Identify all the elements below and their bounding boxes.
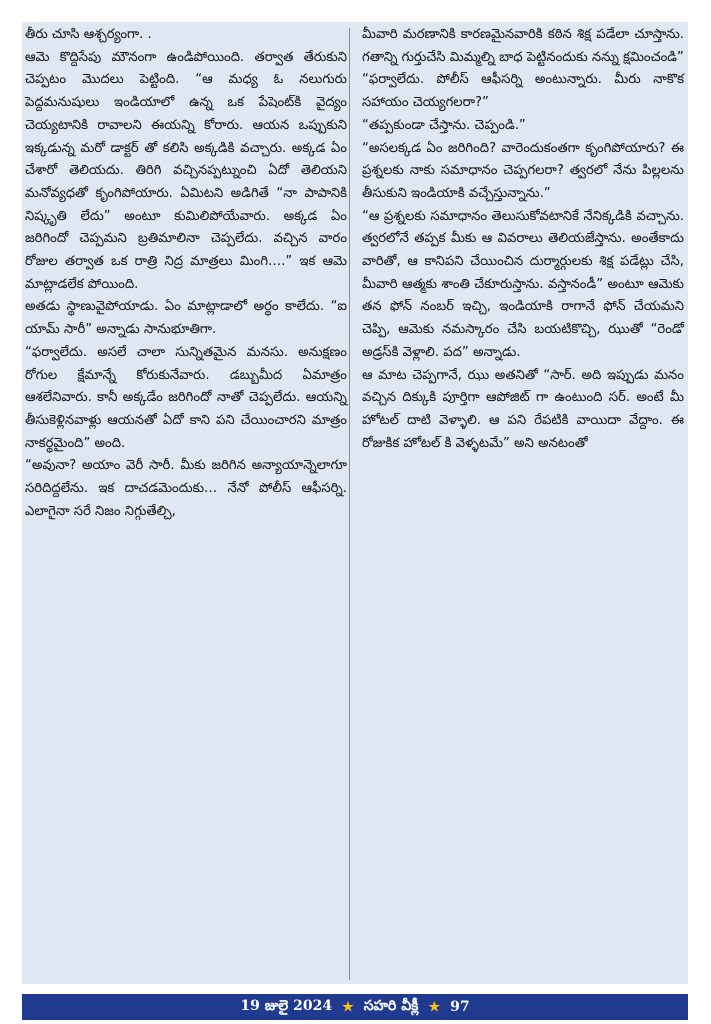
paragraph: “ఆ ప్రశ్నలకు సమాధానం తెలుసుకోవటానికే నేనిక్కడికి వచ్చాను. త్వరలోనే తప్పక మీకు ఆ వివరాలు తెలియజేస్తాను. అంతేకాదు వారితో, ఆ కానిపని చేయించిన దుర్మార్గులకు శిక్ష పడేట్లు చేసి, మీవారి ఆత్మకు శాంతి చేకూరుస్తాను. వస్తానండీ” అంటూ ఆమెకు తన ఫోన్ నంబర్ ఇచ్చి, ఇండియాకి రాగానే ఫోన్ చేయమని చెప్పి, ఆమెకు నమస్కారం చేసి బయటికొచ్చి, ఝుతో “రెండో అడ్రస్‌కి వెళ్లాలి. పద” అన్నాడు. xyxy=(362,208,684,360)
page-footer xyxy=(22,994,688,1020)
paragraph: “తప్పకుండా చేస్తాను. చెప్పండి.” xyxy=(362,117,526,133)
right-column xyxy=(362,24,684,455)
paragraph: “అవునా? అయాం వెరీ సారీ. మీకు జరిగిన అన్యాయాన్నెలాగూ సరిదిద్దలేను. ఇక దాచడమెందుకు… నేనో పోలీస్ ఆఫీసర్ని. ఎలాగైనా సరే నిజం నిగ్గుతేల్చి, xyxy=(25,458,347,519)
page-number: 97 xyxy=(450,999,470,1015)
left-column xyxy=(25,24,347,523)
paragraph: మీవారి మరణానికి కారణమైనవారికి కఠిన శిక్ష పడేలా చూస్తాను. గతాన్ని గుర్తుచేసి మిమ్మల్ని బాధ పెట్టినందుకు నన్ను క్షమించండి” xyxy=(362,27,684,65)
paragraph: ఆ మాట చెప్పగానే, ఝు అతనితో “సార్. అది ఇప్పుడు మనం వచ్చిన దిక్కుకి పూర్తిగా ఆపోజిట్ గా ఉంటుంది సర్. అంటే మీ హోటల్ దాటి వెళ్ళాలి. ఆ పని రేపటికి వాయిదా వేద్దాం. ఈ రోజుకిక హోటల్ కి వెళ్ళటమే” అని అనటంతో xyxy=(362,367,684,451)
paragraph: “ఫర్వాలేదు. అసలే చాలా సున్నితమైన మనసు. అనుక్షణం రోగుల క్షేమాన్నే కోరుకునేవారు. డబ్బుమీద ఏమాత్రం ఆశలేనివారు. కానీ అక్కడేం జరిగిందో నాతో చెప్పలేదు. ఆయన్ని తీసుకెళ్లినవాళ్లు ఆయనతో ఏదో కాని పని చేయించారని మాత్రం నాకర్థమైంది” అంది. xyxy=(25,344,347,451)
paragraph: “ఫర్వాలేదు. పోలీస్ ఆఫీసర్ని అంటున్నారు. మీరు నాకొక సహాయం చెయ్యగలరా?” xyxy=(362,72,684,111)
star-icon: ★ xyxy=(342,999,354,1015)
issue-date: 19 జులై 2024 xyxy=(240,997,333,1014)
paragraph: “అసలక్కడ ఏం జరిగింది? వారెందుకంతగా కృంగిపోయారు? ఈ ప్రశ్నలకు నాకు సమాధానం చెప్పగలరా? త్వరలో నేను పిల్లలను తీసుకుని ఇండియాకి వచ్చేస్తున్నాను.” xyxy=(362,140,684,201)
paragraph: తీరు చూసి ఆశ్చర్యంగా. . xyxy=(25,27,152,42)
paragraph: అతడు స్థాణువైపోయాడు. ఏం మాట్లాడాలో అర్థం కాలేదు. “ఐ యామ్ సారీ” అన్నాడు సానుభూతిగా. xyxy=(25,299,347,338)
magazine-name: సహరి వీక్లీ xyxy=(363,997,419,1014)
star-icon: ★ xyxy=(428,999,441,1015)
paragraph: ఆమె కొద్దిసేపు మౌనంగా ఉండిపోయింది. తర్వాత తేరుకుని చెప్పటం మొదలు పెట్టింది. “ఆ మధ్య ఓ నలుగురు పెద్దమనుషులు ఇండియాలో ఉన్న ఒక పేషెంట్‌కి వైద్యం చెయ్యటానికి రావాలని ఈయన్ని కోరారు. ఆయన ఒప్పుకుని ఇక్కడున్న మరో డాక్టర్ తో కలిసి అక్కడికి వచ్చారు. అక్కడ ఏం చేశారో తెలియదు. తిరిగి వచ్చినప్పట్నుంచి ఏదో తెలియని మనోవ్యధతో కృంగిపోయారు. ఏమిటని అడిగితే “నా పాపానికి నిష్కృతి లేదు” అంటూ కుమిలిపోయేవారు. అక్కడ ఏం జరిగిందో చెప్పమని బ్రతిమాలినా చెప్పలేదు. వచ్చిన వారం రోజుల తర్వాత ఒక రాత్రి నిద్ర మాత్రలు మింగి….” ఇక ఆమె మాట్లాడలేక పోయింది. xyxy=(25,49,347,292)
column-divider xyxy=(349,28,350,980)
